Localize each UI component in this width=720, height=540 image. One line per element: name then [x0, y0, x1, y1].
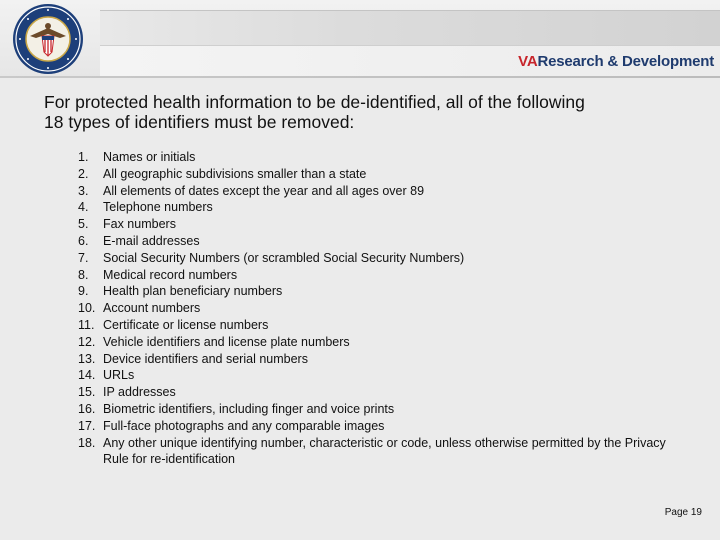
slide-heading [44, 92, 684, 132]
list-item [78, 418, 678, 435]
item-text: Certificate or license numbers [103, 317, 269, 332]
item-text: All geographic subdivisions smaller than a state [103, 166, 367, 181]
item-text: Device identifiers and serial numbers [103, 351, 308, 366]
item-number: 2. [78, 166, 89, 181]
item-number: 17. [78, 418, 96, 433]
va-seal-logo [6, 2, 90, 76]
list-item [78, 317, 678, 334]
list-item [78, 334, 678, 351]
list-item [78, 216, 678, 233]
item-text: Telephone numbers [103, 200, 213, 215]
item-number: 7. [78, 250, 89, 265]
item-text: All elements of dates except the year and all ages over 89 [103, 183, 425, 198]
item-text: Health plan beneficiary numbers [103, 284, 283, 299]
item-number: 8. [78, 267, 89, 282]
item-text: E-mail addresses [103, 233, 200, 248]
list-item [78, 267, 678, 284]
va-research-brand [518, 51, 714, 71]
list-item [78, 183, 678, 200]
item-text: Medical record numbers [103, 267, 238, 282]
item-text: IP addresses [103, 385, 176, 400]
item-text: Names or initials [103, 150, 196, 164]
header-rule [0, 76, 720, 78]
item-number: 14. [78, 368, 96, 383]
list-item [78, 401, 678, 418]
item-number: 16. [78, 401, 96, 416]
item-number: 18. [78, 435, 96, 450]
item-text: Full-face photographs and any comparable images [103, 418, 385, 433]
brand-va: VA [518, 52, 538, 70]
item-number: 6. [78, 233, 89, 248]
list-item [78, 250, 678, 267]
list-item [78, 367, 678, 384]
list-item [78, 283, 678, 300]
item-number: 12. [78, 334, 96, 349]
identifier-list [78, 149, 678, 468]
item-text: Vehicle identifiers and license plate numbers [103, 334, 350, 349]
item-text: Social Security Numbers (or scrambled Social Security Numbers) [103, 250, 465, 265]
heading-line-2: 18 types of identifiers must be removed: [44, 112, 355, 132]
item-number: 10. [78, 301, 96, 316]
item-number: 13. [78, 351, 96, 366]
list-item [78, 233, 678, 250]
heading-line-1: For protected health information to be de-identified, all of the following [44, 92, 585, 112]
item-number: 1. [78, 150, 89, 164]
item-number: 11. [78, 317, 95, 332]
slide-header [0, 0, 720, 78]
item-number: 3. [78, 183, 89, 198]
list-item [78, 166, 678, 183]
item-text: Account numbers [103, 301, 201, 316]
item-number: 9. [78, 284, 89, 299]
list-item [78, 199, 678, 216]
list-item [78, 384, 678, 401]
list-item [78, 351, 678, 368]
page-number: Page 19 [664, 507, 702, 518]
item-text: URLs [103, 368, 135, 383]
list-item [78, 435, 678, 469]
list-item [78, 149, 678, 166]
item-number: 5. [78, 217, 89, 232]
item-text: Fax numbers [103, 217, 176, 232]
item-number: 15. [78, 385, 96, 400]
item-text: Any other unique identifying number, characteristic or code, unless otherwise permitted by the Privacy Rule for re-identification [103, 435, 666, 467]
brand-research-development: Research & Development [537, 52, 714, 70]
list-item [78, 300, 678, 317]
header-band [100, 10, 720, 46]
item-number: 4. [78, 200, 89, 215]
item-text: Biometric identifiers, including finger and voice prints [103, 401, 395, 416]
